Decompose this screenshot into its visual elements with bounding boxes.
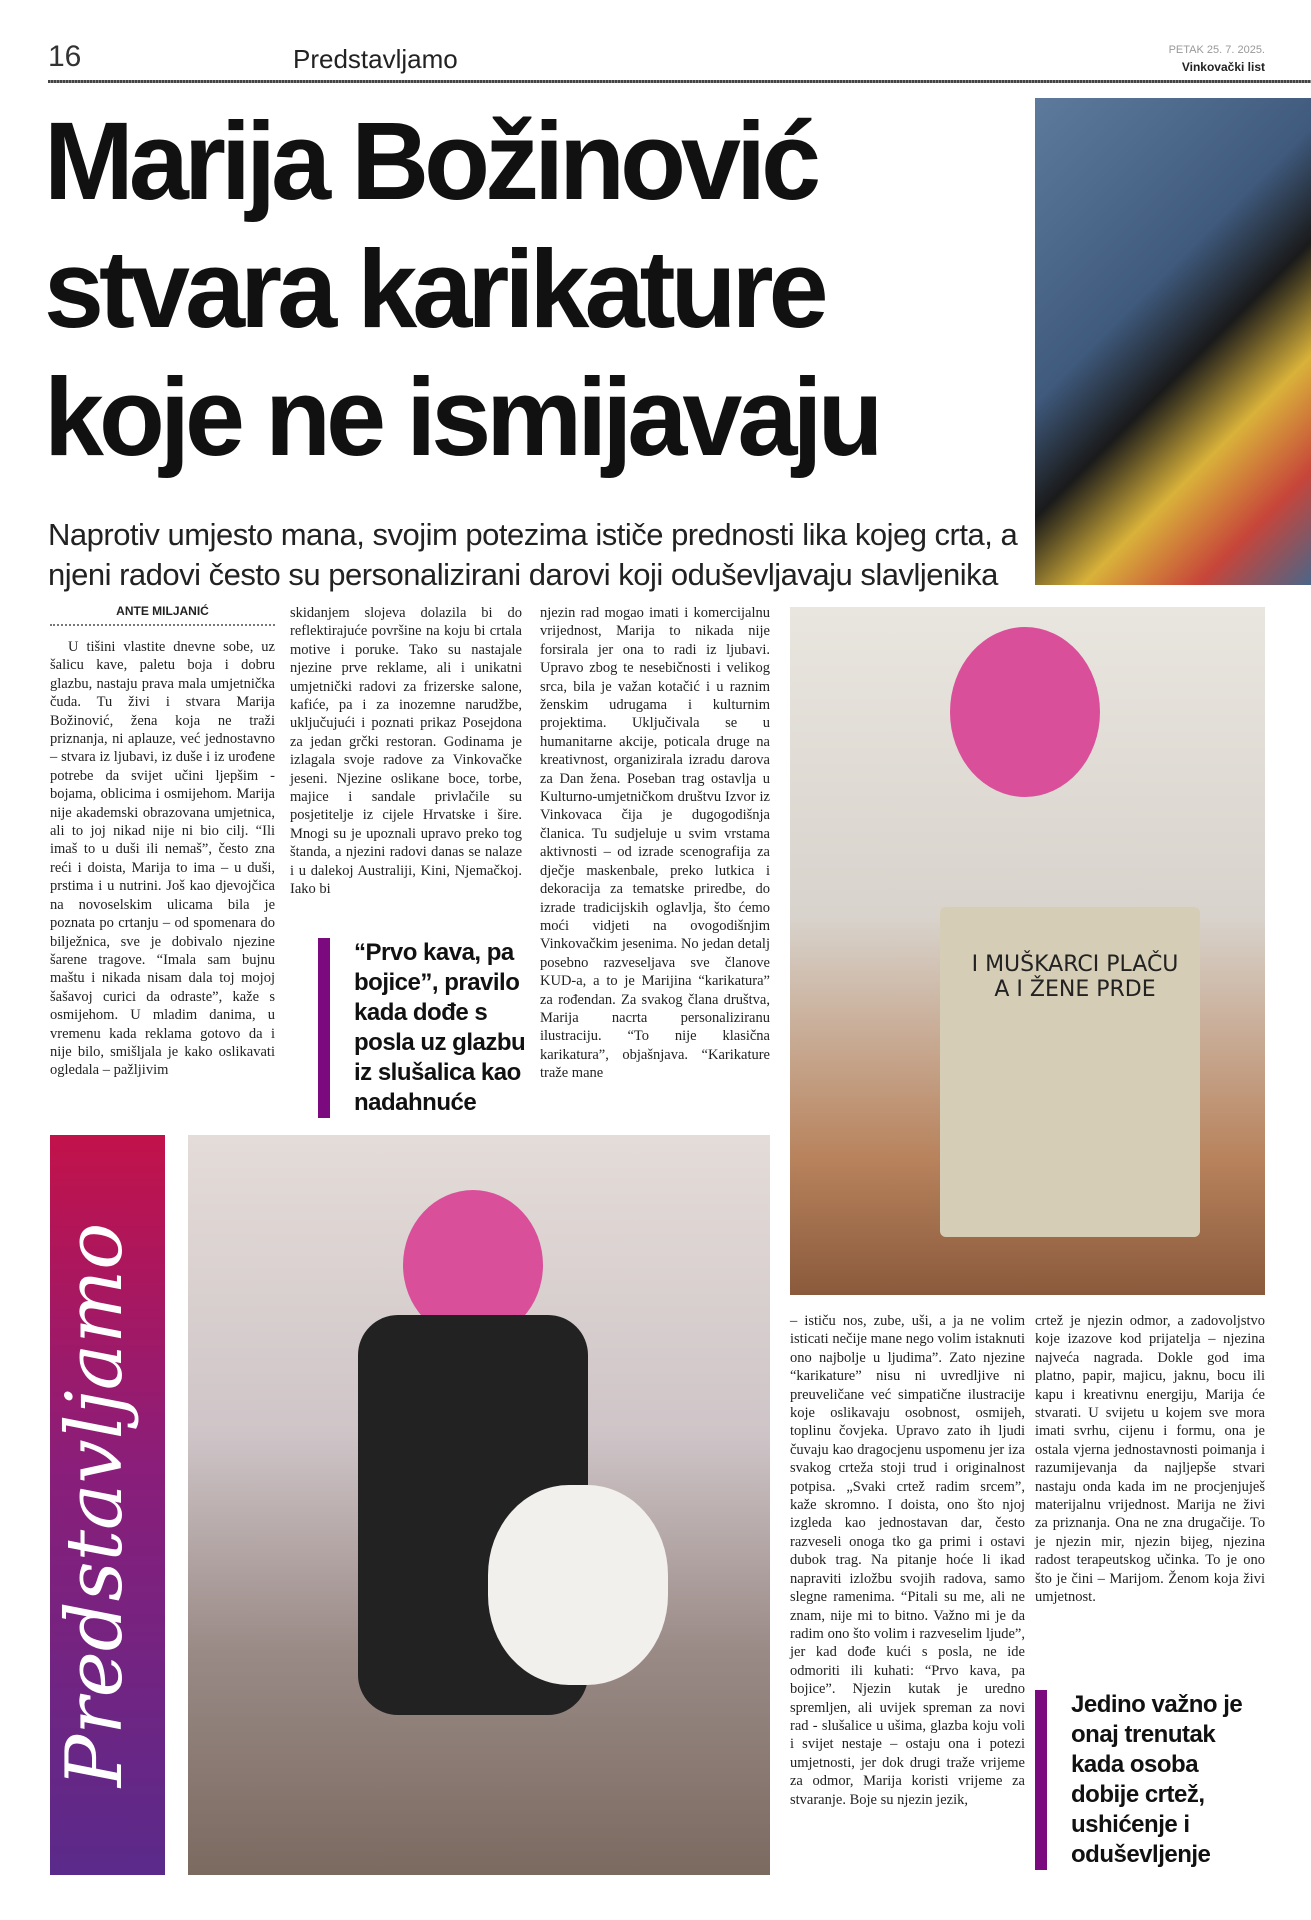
section-banner	[50, 1135, 165, 1875]
article-column-3: njezin rad mogao imati i komercijalnu vrijednost, Marija to nikada nije forsirala jer ona to radi iz ljubavi. Upravo zbog te nesebičnosti i velikog srca, bila je važan kotačić i u raznim ženskim udrugama i kulturnim projektima. Uključivala se u humanitarne akcije, poticala druge na kreativnost, organizirala izradu darova za Dan žena. Poseban trag ostavlja u Kulturno-umjetničkom društvu Izvor iz Vinkovaca čija je dugogodišnja članica. Tu sudjeluje u svim vrstama aktivnosti – od izrade scenografija za dječje maskenbale, preko lutkica i dekoracija za tematske priredbe, do izrade tradicijskih oglavlja, što ćemo moći vidjeti na ovogodišnjim Vinkovačkim jesenima. No jedan detalj posebno razveseljava sve članove KUD-a, a to je Marijina “karikatura” za rođendan. Za svakog člana društva, Marija nacrta personaliziranu ilustraciju. “To nije klasična karikatura”, objašnjava. “Karikature traže mane	[540, 605, 770, 1082]
lead-paragraph: Naprotiv umjesto mana, svojim potezima ističe prednosti lika kojeg crta, a njeni radovi često su personalizirani darovi koji oduševljavaju slavljenika	[48, 517, 1018, 592]
headline-line: koje ne ismijavaju	[44, 356, 879, 479]
page-number: 16	[48, 40, 82, 73]
article-column-1: U tišini vlastite dnevne sobe, uz šalicu kave, paletu boja i dobru glazbu, nastaju prava mala umjetnička čuda. Tu živi i stvara Marija Božinović, žena koja ne traži priznanja, ni aplauze, već jednostavno – stvara iz ljubavi, iz duše i iz urođene potrebe da svijet učini ljepšim - bojama, oblicima i osmijehom. Marija nije akademski obrazovana umjetnica, ali to joj nikad nije ni bio cilj. “Ili imaš to u duši ili nemaš”, često zna reći i doista, Marija to ima – u duši, prstima i u nutrini. Još kao djevojčica na novoselskim ulicama bila je poznata po crtanju – od spomenara do bilježnica, sve je dobivalo njezine šarene tragove. “Imala sam bujnu maštu i nikada nisam dala toj mojoj šašavoj curici da odraste”, kaže s osmijehom. U mladim danima, u vremenu kada reklama gotovo da i nije bilo, smišljala je kako oslikavati ogledala – pažljivim	[50, 639, 275, 1079]
bag-slogan-line: I MUŠKARCI PLAČU	[971, 952, 1179, 977]
person-head	[950, 627, 1100, 797]
publication-name: Vinkovački list	[1181, 60, 1265, 74]
article-column-2: skidanjem slojeva dolazila bi do reflektirajuće površine na koju bi crtala motive i poruke. Tako su nastajale njezine prve reklame, ali i unikatni umjetnički radovi za frizerske salone, kafiće, pa i za inozemne narudžbe, uključujući i poznati prikaz Posejdona za jedan grčki restoran. Godinama je izlagala svoje radove za Vinkovačke jeseni. Njezine oslikane boce, torbe, majice i sandale privlačile su posjetitelje iz cijele Hrvatske i šire. Mnogi su je upoznali upravo preko tog štanda, a njezini radovi danas se nalaze i u dalekoj Australiji, Kini, Njemačkoj. Iako bi	[290, 605, 522, 898]
banner-label: Predstavljamo	[50, 1222, 140, 1788]
header-rule	[48, 80, 1311, 83]
article-column-4: – ističu nos, zube, uši, a ja ne volim isticati nečije mane nego volim istaknuti ono najbolje u ljudima”. Zato njezine “karikature” nisu ni uvredljive ni preuveličane već simpatične ilustracije koje oslikavaju osobnost, osmijeh, toplinu čovjeka. Upravo zato ih ljudi čuvaju kao dragocjenu uspomenu jer iza svakog crteža stoji trud i originalnost potpisa. „Svaki crtež radim srcem”, kaže skromno. I doista, ono što njoj izgleda kao jednostavan dar, često razveseli onoga tko ga primi i ostavi dubok trag. Na pitanje hoće li ikad napraviti izložbu svojih radova, samo slegne ramenima. “Pitali su me, ali ne znam, nije mi to bitno. Važno mi je da radim ono što volim i razveselim ljude”, jer kad dođe kući s posla, ne ide odmoriti ili kuhati: “Prvo kava, pa bojice”. Njezin kutak je uredno spremljen, ali uvijek spreman za novi rad - slušalice u ušima, glazba koju voli i svijet nestaje – ostaju ona i potezi umjetnosti, jer dok drugi traže vrijeme za odmor, Marija koristi vrijeme za stvaranje. Boje su njezin jezik,	[790, 1313, 1025, 1808]
byline: ANTE MILJANIĆ	[50, 604, 275, 626]
photo-tote-bag	[790, 607, 1265, 1295]
pull-quote-2: Jedino važno je onaj trenutak kada osoba dobije crtež, ushićenje i oduševljenje	[1035, 1690, 1265, 1870]
dog	[488, 1485, 668, 1685]
bag-slogan-line: A I ŽENE PRDE	[994, 977, 1156, 1002]
headline	[44, 98, 1014, 482]
bag-slogan	[970, 952, 1180, 1002]
issue-date: PETAK 25. 7. 2025.	[1168, 44, 1265, 56]
section-title: Predstavljamo	[293, 44, 458, 74]
photo-jacket	[1035, 98, 1311, 585]
article-column-5: crtež je njezin odmor, a zadovoljstvo koje izazove kod prijatelja – njezina najveća nagrada. Dokle god ima platno, papir, majicu, jaknu, bocu ili kapu i kreativnu energiju, Marija će stvarati. U svijetu u kojem sve mora imati svrhu, cijenu i formu, ona je ostala vjerna jednostavnosti poimanja i razumijevanja da najljepše stvari nastaju onda kada im ne procjenjuješ materijalnu vrijednost. Marija ne živi za priznanja. Ona ne zna drugačije. To je njezin mir, njezin bijeg, njezina radost terapeutskog učinka. To je ono što je čini – Marijom. Ženom koja živi umjetnost.	[1035, 1313, 1265, 1606]
headline-line: stvara karikature	[44, 228, 824, 351]
pull-quote-1: “Prvo kava, pa bojice”, pravilo kada dođe s posla uz glazbu iz slušalica kao nadahnuće	[318, 938, 528, 1118]
headline-line: Marija Božinović	[44, 100, 817, 223]
photo-artist-with-dog	[188, 1135, 770, 1875]
